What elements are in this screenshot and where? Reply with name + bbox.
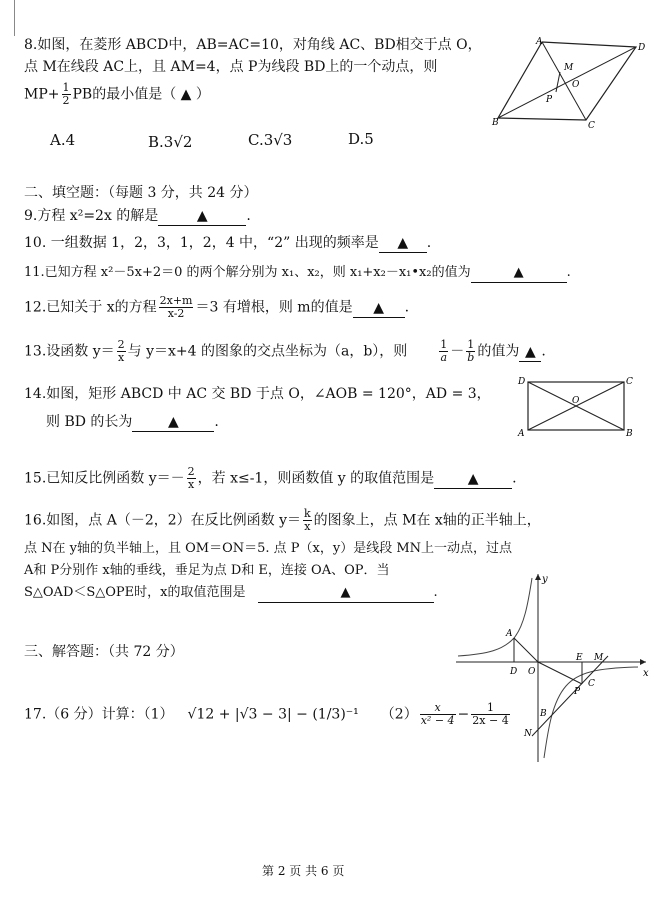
section-fill-in-title: 二、填空题：（每题 3 分，共 24 分） xyxy=(24,185,258,201)
q12-prefix: 12.已知关于 x的方程 xyxy=(24,299,157,316)
q17-frac2-num: 1 xyxy=(471,702,509,715)
q8-line2: 点 M在线段 AC上，且 AM=4，点 P为线段 BD上的一个动点，则 xyxy=(24,59,438,75)
q16-tail: . xyxy=(433,585,438,600)
q16-fraction xyxy=(303,508,312,533)
q13 xyxy=(24,339,546,364)
q16-label-y: y xyxy=(542,574,548,585)
q13-minus: － xyxy=(450,343,465,360)
q16-line1 xyxy=(24,508,541,533)
q10-text: 10. 一组数据 1，2，3，1，2，4 中，“2” 出现的频率是 xyxy=(24,235,379,251)
q11-tail: . xyxy=(566,265,571,280)
q8-label-c: C xyxy=(588,121,595,131)
q15-answer-blank[interactable]: ▲ xyxy=(434,470,512,489)
q14-line1: 14.如图，矩形 ABCD 中 AC 交 BD 于点 O，∠AOB = 120°，AD = 3， xyxy=(24,386,491,402)
q14-answer-blank[interactable]: ▲ xyxy=(132,413,214,432)
q15-tail: . xyxy=(512,470,517,487)
q8-label-a: A xyxy=(536,37,543,47)
q13-frac-a-num: 1 xyxy=(440,338,448,351)
q8-option-a[interactable]: A.4 xyxy=(50,131,76,149)
q17-part2-label: （2） xyxy=(380,706,418,723)
crop-mark xyxy=(0,0,15,36)
q11-answer-blank[interactable]: ▲ xyxy=(471,264,567,283)
q8-expression xyxy=(24,82,210,107)
page-footer: 第 2 页 共 6 页 xyxy=(262,864,345,878)
q16-label-e: E xyxy=(576,653,583,663)
q16-label-a: A xyxy=(506,629,513,639)
q8-option-b[interactable]: B.3√2 xyxy=(148,133,193,151)
q16-label-b: B xyxy=(540,709,547,719)
q16-label-o: O xyxy=(528,667,536,677)
q14-text: 则 BD 的长为 xyxy=(46,414,133,430)
q17-fraction-1 xyxy=(420,702,456,727)
q17-frac1-den: x² − 4 xyxy=(420,714,455,727)
q8-label-d: D xyxy=(638,43,646,53)
q8-fraction xyxy=(62,82,71,107)
q10 xyxy=(24,234,431,253)
q8-label-o: O xyxy=(572,80,580,90)
q10-answer-blank[interactable]: ▲ xyxy=(379,234,427,253)
q13-tail: . xyxy=(541,343,546,360)
q8-label-p: P xyxy=(546,95,553,105)
q10-tail: . xyxy=(426,235,432,251)
q17-fraction-2 xyxy=(471,702,509,727)
q14-label-c: C xyxy=(626,377,633,387)
q9-answer-blank[interactable]: ▲ xyxy=(158,207,246,226)
q16-label-m: M xyxy=(594,653,604,663)
q13-frac-a-den: a xyxy=(440,351,448,364)
q15-prefix: 15.已知反比例函数 y＝－ xyxy=(24,470,185,487)
q14-tail: . xyxy=(214,414,219,430)
q16-label-n: N xyxy=(524,729,532,739)
q8-line1: 8.如图，在菱形 ABCD中，AB=AC=10，对角线 AC、BD相交于点 O， xyxy=(24,37,482,53)
q12-answer-blank[interactable]: ▲ xyxy=(353,299,405,318)
q13-frac-b-num: 1 xyxy=(467,338,475,351)
q14-label-o: O xyxy=(572,396,580,406)
q14-line2 xyxy=(46,413,219,432)
q12 xyxy=(24,295,409,320)
q8-label-m: M xyxy=(564,63,574,73)
q16-frac-num: k xyxy=(304,507,311,520)
q9-tail: . xyxy=(246,208,251,224)
q11 xyxy=(24,264,571,283)
q8-label-b: B xyxy=(492,118,499,128)
q13-fraction xyxy=(117,339,126,364)
q16-label-x: x xyxy=(643,668,649,679)
q12-frac-den: x-2 xyxy=(167,307,185,320)
q16-label-d: D xyxy=(510,667,518,677)
q15-frac-den: x xyxy=(188,478,195,491)
q17-minus: − xyxy=(457,706,470,723)
q8-expr-prefix: MP+ xyxy=(24,86,60,103)
q16-line4 xyxy=(24,584,438,603)
q16-frac-den: x xyxy=(304,520,311,533)
q16-line1-suffix: 的图象上，点 M在 x轴的正半轴上， xyxy=(313,512,541,529)
q14-label-a: A xyxy=(518,429,525,439)
section-solve-title: 三、解答题：（共 72 分） xyxy=(24,644,184,660)
q17 xyxy=(24,702,512,727)
q14-rectangle-figure xyxy=(516,372,636,440)
q16-line4-text: S△OAD＜S△OPE时，x的取值范围是 xyxy=(24,585,246,600)
q13-fraction-b xyxy=(466,339,475,364)
q8-frac-num: 1 xyxy=(62,81,70,94)
q12-frac-num: 2x+m xyxy=(159,294,193,307)
q15-frac-num: 2 xyxy=(187,465,195,478)
q16-label-c: C xyxy=(588,679,595,689)
q8-frac-den: 2 xyxy=(62,94,70,107)
q15-fraction xyxy=(187,466,196,491)
q17-frac2-den: 2x − 4 xyxy=(472,714,509,727)
q8-option-c[interactable]: C.3√3 xyxy=(248,131,293,149)
q15 xyxy=(24,466,517,491)
q9-text: 9.方程 x²=2x 的解是 xyxy=(24,208,159,224)
q13-answer-blank[interactable]: ▲ xyxy=(519,343,541,362)
q16-label-p: P xyxy=(574,687,581,697)
q13-frac-num: 2 xyxy=(117,338,125,351)
q11-text: 11.已知方程 x²－5x+2＝0 的两个解分别为 x₁、x₂，则 x₁+x₂－x₁•x₂的值为 xyxy=(24,265,471,280)
q16-graph-figure xyxy=(448,570,652,770)
q12-tail: . xyxy=(404,299,410,316)
q16-line1-prefix: 16.如图，点 A（－2，2）在反比例函数 y＝ xyxy=(24,512,301,529)
q13-frac-den: x xyxy=(118,351,125,364)
q14-label-d: D xyxy=(518,377,526,387)
q13-frac-b-den: b xyxy=(467,351,475,364)
q8-expr-suffix: PB的最小值是（ ▲ ） xyxy=(72,86,210,103)
q9 xyxy=(24,207,251,226)
q17-part1: √12 + |√3 − 3| − (1/3)⁻¹ xyxy=(187,706,359,723)
q17-frac1-num: x xyxy=(420,702,456,715)
q13-fraction-a xyxy=(439,339,448,364)
q16-line2: 点 N在 y轴的负半轴上，且 OM＝ON＝5. 点 P（x，y）是线段 MN上一动点，过点 xyxy=(24,541,513,556)
q17-prefix: 17.（6 分）计算：（1） xyxy=(24,706,174,723)
q13-suffix: 的值为 xyxy=(477,343,520,360)
q13-prefix: 13.设函数 y＝ xyxy=(24,343,115,360)
q14-label-b: B xyxy=(626,429,633,439)
q15-suffix: ，若 x≤-1，则函数值 y 的取值范围是 xyxy=(197,470,435,487)
q12-suffix: ＝3 有增根，则 m的值是 xyxy=(195,299,353,316)
q8-rhombus-figure xyxy=(490,30,650,135)
q12-fraction xyxy=(159,295,194,320)
q8-option-d[interactable]: D.5 xyxy=(348,130,374,148)
q16-answer-blank[interactable]: ▲ xyxy=(258,584,434,603)
q13-mid: 与 y＝x+4 的图象的交点坐标为（a，b），则 xyxy=(127,343,408,360)
q16-line3: A和 P分别作 x轴的垂线，垂足为点 D和 E，连接 OA、OP．当 xyxy=(24,563,390,578)
